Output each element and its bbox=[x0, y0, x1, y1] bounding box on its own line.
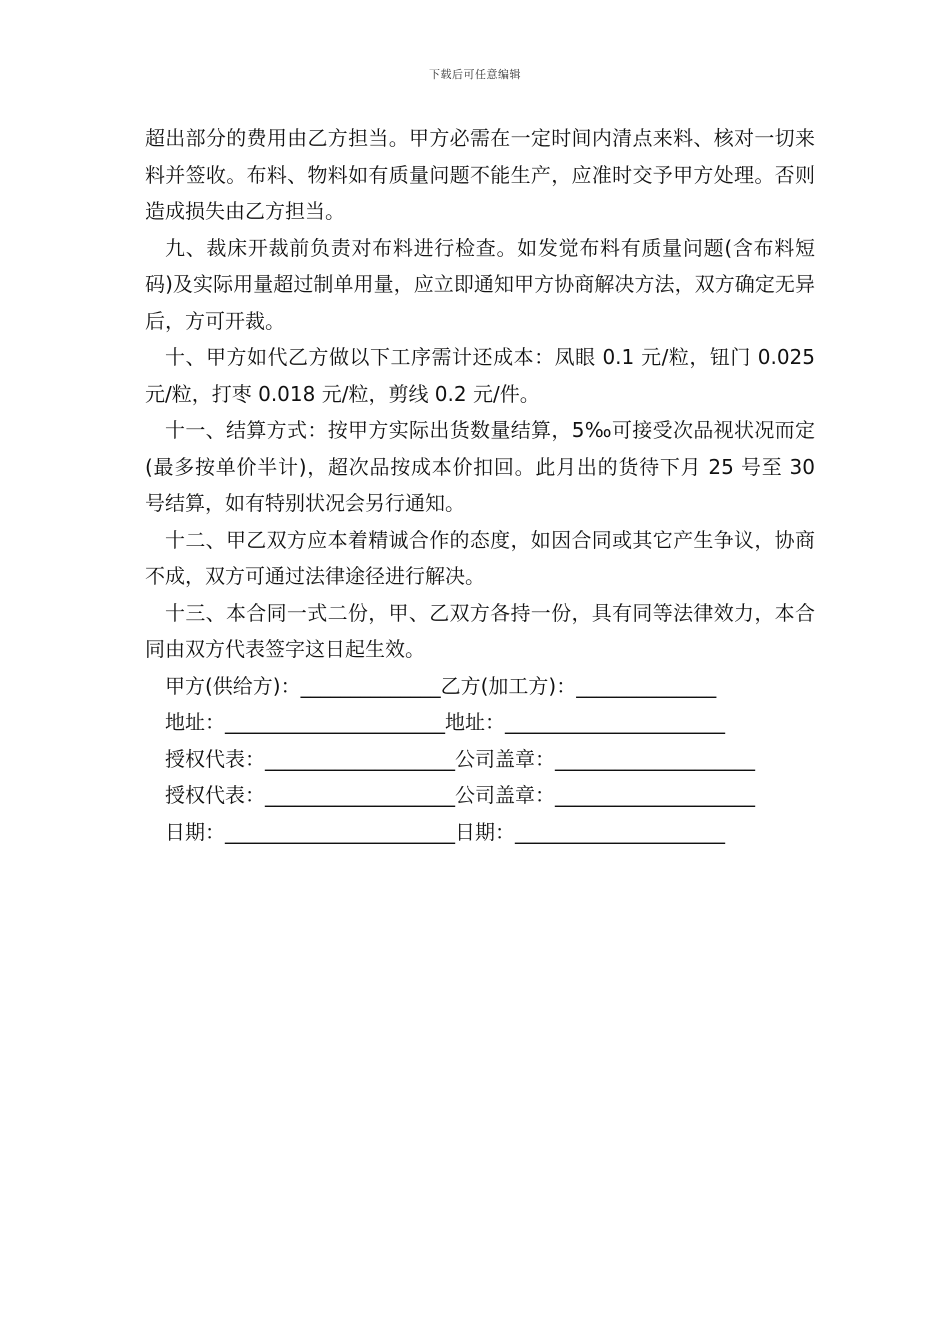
paragraph-clause-13: 十三、本合同一式二份，甲、乙双方各持一份，具有同等法律效力，本合同由双方代表签字这日起生效。 bbox=[145, 600, 815, 661]
signature-address-row: 地址：______________________地址：______________________ bbox=[165, 710, 725, 734]
paragraph-clause-11: 十一、结算方式：按甲方实际出货数量结算，5‰可接受次品视状况而定(最多按单价半计)，超次品按成本价扣回。此月出的货待下月 25 号至 30 号结算，如有特别状况会另行通知。 bbox=[145, 418, 815, 515]
paragraph-continuation: 超出部分的费用由乙方担当。甲方必需在一定时间内清点来料、核对一切来料并签收。布料、物料如有质量问题不能生产，应准时交予甲方处理。否则造成损失由乙方担当。 bbox=[145, 126, 815, 223]
page-header: 下载后可任意编辑 bbox=[429, 68, 521, 81]
signature-date-row: 日期：_______________________日期：_____________________ bbox=[165, 819, 725, 844]
signature-representative-row: 授权代表：___________________公司盖章：____________________ bbox=[165, 746, 755, 771]
paragraph-clause-9: 九、裁床开裁前负责对布料进行检查。如发觉布料有质量问题(含布料短码)及实际用量超过制单用量，应立即通知甲方协商解决方法，双方确定无异后，方可开裁。 bbox=[145, 235, 815, 333]
paragraph-clause-10: 十、甲方如代乙方做以下工序需计还成本：凤眼 0.1 元/粒，钮门 0.025 元/粒，打枣 0.018 元/粒，剪线 0.2 元/件。 bbox=[145, 345, 815, 406]
paragraph-clause-12: 十二、甲乙双方应本着精诚合作的态度，如因合同或其它产生争议，协商不成，双方可通过法律途径进行解决。 bbox=[145, 527, 815, 588]
signature-parties-row: 甲方(供给方)：______________乙方(加工方)：______________ bbox=[165, 673, 717, 698]
document-body bbox=[145, 120, 815, 850]
signature-block bbox=[145, 668, 815, 851]
signature-representative-row-2: 授权代表：___________________公司盖章：____________________ bbox=[165, 783, 755, 807]
